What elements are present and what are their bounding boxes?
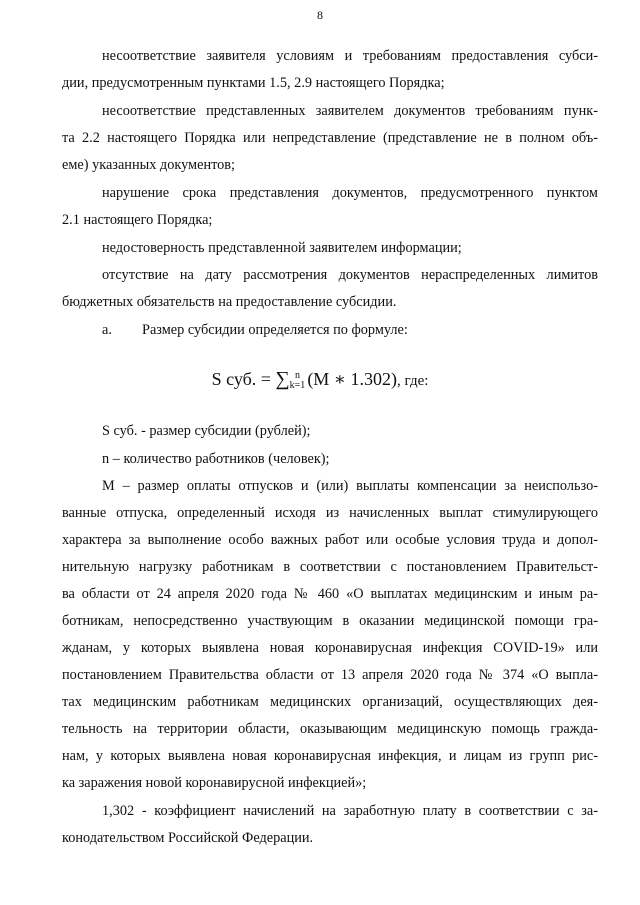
formula-tail: , где:: [397, 373, 429, 389]
text-line: отсутствие на дату рассмотрения документов нераспределенных лимитов: [102, 267, 598, 283]
text-line: нарушение срока представления документов, предусмотренного пунктом: [102, 185, 598, 201]
list-item-text: Размер субсидии определяется по формуле:: [142, 322, 408, 338]
text-line: нительную нагрузку работникам в соответствии с постановлением Правительст-: [62, 559, 598, 575]
text-line: постановлением Правительства области от 13 апреля 2020 года № 374 «О выпла-: [62, 667, 598, 683]
page-number: 8: [317, 8, 323, 22]
subsidy-formula: [0, 368, 640, 391]
formula-lhs: S суб. =: [211, 369, 276, 389]
text-line: ка заражения новой коронавирусной инфекцией»;: [62, 775, 367, 791]
text-line: ва области от 24 апреля 2020 года № 460 «О выплатах медицинским и иным ра-: [62, 586, 598, 602]
text-line: жданам, у которых выявлена новая коронавирусная инфекция COVID-19» или: [62, 640, 598, 656]
definition-line: n – количество работников (человек);: [102, 451, 330, 467]
text-line: тах медицинским работникам медицинских организаций, осуществляющих дея-: [62, 694, 598, 710]
text-line: ботникам, непосредственно участвующим в оказании медицинской помощи гра-: [62, 613, 598, 629]
text-line: 1,302 - коэффициент начислений на заработную плату в соответствии с за-: [102, 803, 598, 819]
text-line: несоответствие представленных заявителем документов требованиям пунк-: [102, 103, 598, 119]
text-line: M – размер оплаты отпусков и (или) выплаты компенсации за неиспользо-: [102, 478, 598, 494]
definition-line: S суб. - размер субсидии (рублей);: [102, 423, 311, 439]
text-line: характера за выполнение особо важных работ или особые условия труда и допол-: [62, 532, 598, 548]
text-line: еме) указанных документов;: [62, 157, 236, 173]
sum-lower-limit: k=1: [289, 379, 306, 391]
text-line: ванные отпуска, определенный исходя из начисленных выплат стимулирующего: [62, 505, 598, 521]
text-line: дии, предусмотренным пунктами 1.5, 2.9 настоящего Порядка;: [62, 75, 445, 91]
sum-symbol: ∑: [275, 368, 290, 390]
text-line: несоответствие заявителя условиям и требованиям предоставления субси-: [102, 48, 598, 64]
text-line: конодательством Российской Федерации.: [62, 830, 314, 846]
text-line: нам, у которых выявлена новая коронавирусная инфекция, и лицам из групп рис-: [62, 748, 598, 764]
sum-upper-limit: n: [294, 369, 300, 381]
formula-body: (M ∗ 1.302): [307, 369, 398, 389]
text-line: бюджетных обязательств на предоставление субсидии.: [62, 294, 397, 310]
text-line: тельность на территории области, оказывающим медицинскую помощь гражда-: [62, 721, 598, 737]
text-line: недостоверность представленной заявителем информации;: [102, 240, 462, 256]
list-item-marker: a.: [102, 322, 112, 338]
text-line: 2.1 настоящего Порядка;: [62, 212, 213, 228]
text-line: та 2.2 настоящего Порядка или непредставление (представление не в полном объ-: [62, 130, 598, 146]
